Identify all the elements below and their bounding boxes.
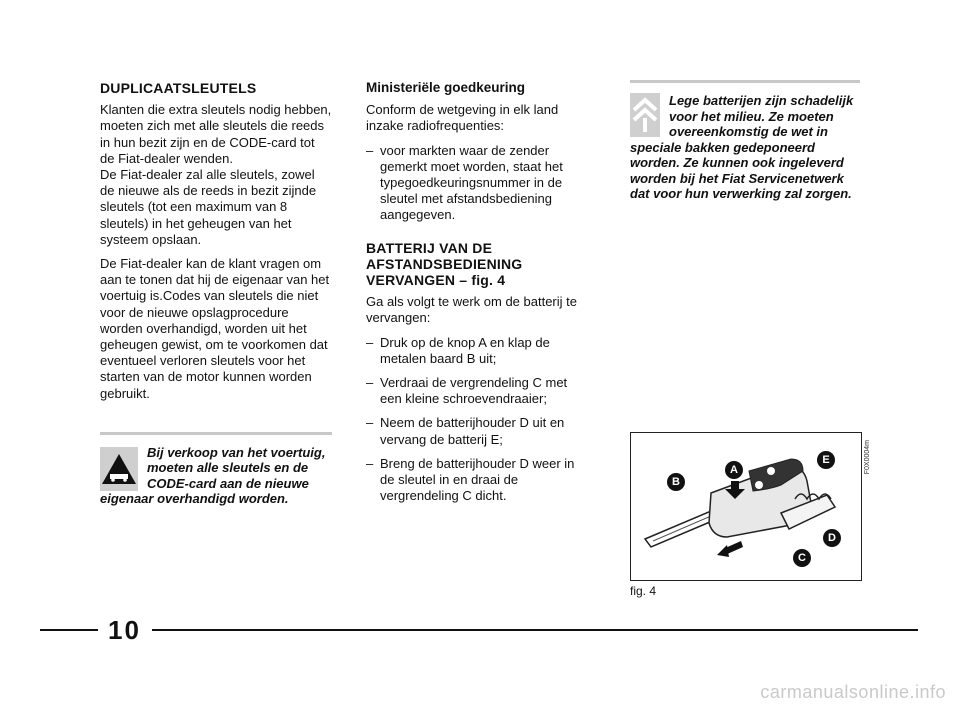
paragraph: Conform de wetgeving in elk land inzake radiofrequenties: <box>366 102 559 134</box>
watermark: carmanualsonline.info <box>760 682 946 702</box>
warning-text: Bij verkoop van het voertuig, moeten alle sleutels en de CODE-card aan de nieuwe eigenaar overhandigd worden. <box>100 444 326 507</box>
subheading-approval: Ministeriële goedkeuring <box>366 80 526 95</box>
list-item <box>366 456 588 505</box>
figure-key-battery <box>630 432 862 581</box>
step-text: Verdraai de vergrendeling C met een kleine schroevendraaier; <box>380 375 568 407</box>
divider <box>630 80 860 83</box>
list-item-text: voor markten waar de zender gemerkt moet worden, staat het typegoedkeuringsnummer in de sleutel met afstandsbediening aangegeven. <box>380 142 563 223</box>
callout-e: E <box>817 451 835 469</box>
footer-rule-left <box>40 629 98 631</box>
column-environment <box>630 80 860 202</box>
callout-d: D <box>823 529 841 547</box>
dash-marker: – <box>366 142 374 158</box>
warning-box <box>100 432 332 507</box>
step-text: Breng de batterijhouder D weer in de sleutel in en draai de vergrendeling C dicht. <box>380 455 575 504</box>
paragraph: Klanten die extra sleutels nodig hebben, moeten zich met alle sleutels die reeds in hun bezit zijn en de CODE-card tot de Fiat-dealer wenden. <box>100 102 332 166</box>
list-item <box>366 335 588 367</box>
callout-a: A <box>725 461 743 479</box>
callout-b: B <box>667 473 685 491</box>
paragraph: De Fiat-dealer kan de klant vragen om aan te tonen dat hij de eigenaar van het voertuig is.Codes van sleutels die niet voor de nieuwe opslagprocedure worden overhandigd, worden uit het geheugen gewist, om te voorkomen dat eventueel verloren sleutels voor het starten van de motor kunnen worden gebruikt. <box>100 256 330 401</box>
section-heading-battery: BATTERIJ VAN DE AFSTANDSBEDIENING VERVANGEN – fig. 4 <box>366 239 523 289</box>
step-text: Druk op de knop A en klap de metalen baard B uit; <box>380 334 550 366</box>
dash-marker: – <box>366 375 374 391</box>
section-heading-duplicate-keys: DUPLICAATSLEUTELS <box>100 80 257 96</box>
dash-marker: – <box>366 415 374 431</box>
dash-marker: – <box>366 455 374 471</box>
list-item <box>366 415 588 447</box>
dash-marker: – <box>366 334 374 350</box>
paragraph: De Fiat-dealer zal alle sleutels, zowel de nieuwe als de reeds in bezit zijnde sleutels (tot een maximum van 8 sleutels) in het geheugen van het systeem opslaan. <box>100 167 317 247</box>
list-item <box>366 375 588 407</box>
list-item <box>366 143 588 224</box>
environment-note-block <box>630 93 860 202</box>
paragraph: Ga als volgt te werk om de batterij te vervangen: <box>366 294 577 326</box>
figure-caption: fig. 4 <box>630 584 657 598</box>
page-number: 10 <box>108 615 141 645</box>
divider <box>100 432 332 435</box>
footer-rule-right <box>152 629 918 631</box>
recycle-arrows-icon <box>630 93 660 137</box>
environment-note-text: Lege batterijen zijn schadelijk voor het milieu. Ze moeten overeenkomstig de wet in speciale bakken gedeponeerd worden. Ze kunnen ook ingeleverd worden bij het Fiat Servicenetwerk dat voor hun verwerking zal zorgen. <box>630 93 854 201</box>
warning-text-block <box>100 445 332 507</box>
step-text: Neem de batterijhouder D uit en vervang de batterij E; <box>380 415 565 447</box>
column-approval-battery <box>366 80 588 512</box>
column-duplicate-keys <box>100 80 332 507</box>
figure-code: F0X0004m <box>864 440 871 475</box>
warning-triangle-icon <box>100 447 138 491</box>
callout-c: C <box>793 549 811 567</box>
